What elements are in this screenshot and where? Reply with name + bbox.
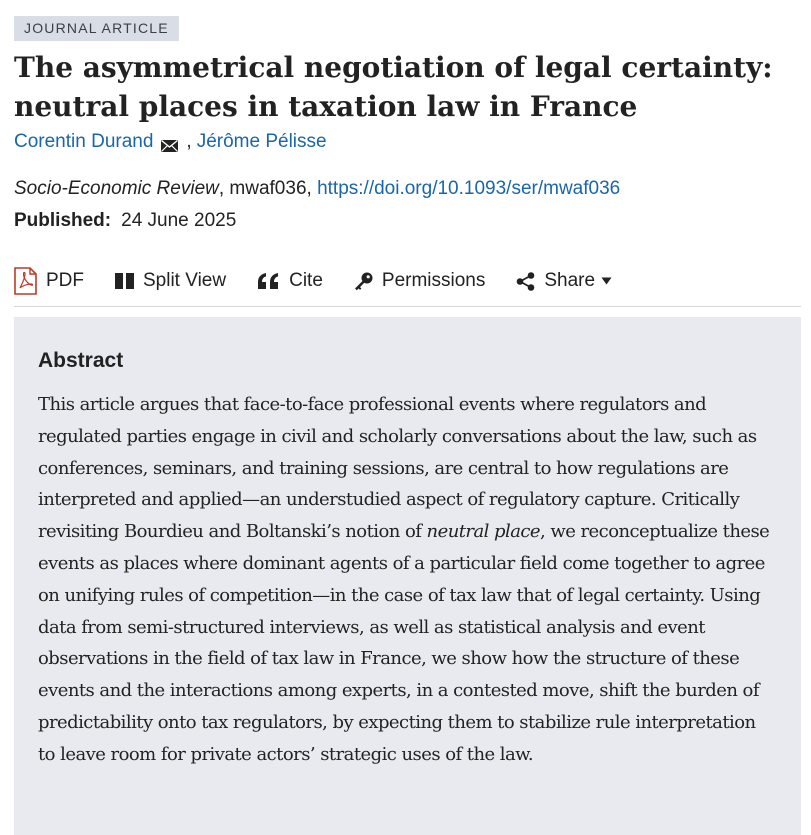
mail-icon[interactable] — [161, 136, 178, 148]
permissions-button[interactable] — [354, 264, 485, 298]
article-id: , mwaf036, — [218, 178, 318, 199]
published-line — [14, 210, 236, 232]
pdf-button[interactable] — [14, 264, 84, 298]
split-view-label: Split View — [143, 270, 227, 291]
author-link-second[interactable]: Jérôme Pélisse — [196, 131, 327, 152]
split-view-button[interactable] — [115, 264, 226, 298]
caret-down-icon — [601, 277, 612, 285]
article-type-badge: JOURNAL ARTICLE — [14, 16, 179, 41]
abstract-text-part-1: This article argues that face-to-face professional events where regulators and regulated parties engage in civil and scholarly conversations about the law, such as conferences, seminars, and training sessions, are central to how regulations are interpreted and applied—an understudied aspect of regulatory capture. Critically revisiting Bourdieu and Boltanski’s notion of — [38, 394, 757, 543]
share-icon — [516, 272, 535, 291]
journal-name: Socio-Economic Review — [14, 178, 219, 199]
split-view-icon — [115, 273, 134, 289]
share-label: Share — [544, 270, 596, 291]
abstract-section — [14, 317, 801, 835]
article-toolbar — [14, 264, 801, 307]
citation-line — [14, 178, 620, 200]
key-icon — [354, 272, 373, 291]
cite-label: Cite — [289, 270, 323, 291]
author-list — [14, 131, 327, 153]
abstract-italic-term: neutral place — [426, 521, 541, 543]
published-date: 24 June 2025 — [121, 210, 237, 231]
article-title: The asymmetrical negotiation of legal certainty: neutral places in taxation law in France — [14, 51, 773, 123]
abstract-text — [38, 389, 777, 771]
cite-button[interactable] — [257, 264, 323, 298]
pdf-icon — [14, 267, 37, 295]
author-link-first[interactable]: Corentin Durand — [14, 131, 154, 152]
abstract-text-part-2: , we reconceptualize these events as places where dominant agents of a particular field come together to agree on unifying rules of competition—in the case of tax law that of legal certainty. Using data from semi-structured interviews, as well as statistical analysis and event observations in the field of tax law in France, we show how the structure of these events and the interactions among experts, in a contested move, shift the burden of predictability onto tax regulators, by expecting them to stabilize rule interpretation to leave room for private actors’ strategic uses of the law. — [38, 521, 770, 765]
quote-icon — [257, 273, 280, 290]
abstract-heading: Abstract — [38, 349, 124, 372]
share-button[interactable] — [516, 264, 612, 298]
doi-link[interactable]: https://doi.org/10.1093/ser/mwaf036 — [317, 178, 621, 199]
published-label: Published: — [14, 210, 112, 231]
permissions-label: Permissions — [381, 270, 486, 291]
pdf-label: PDF — [46, 270, 84, 291]
author-separator: , — [186, 131, 192, 152]
